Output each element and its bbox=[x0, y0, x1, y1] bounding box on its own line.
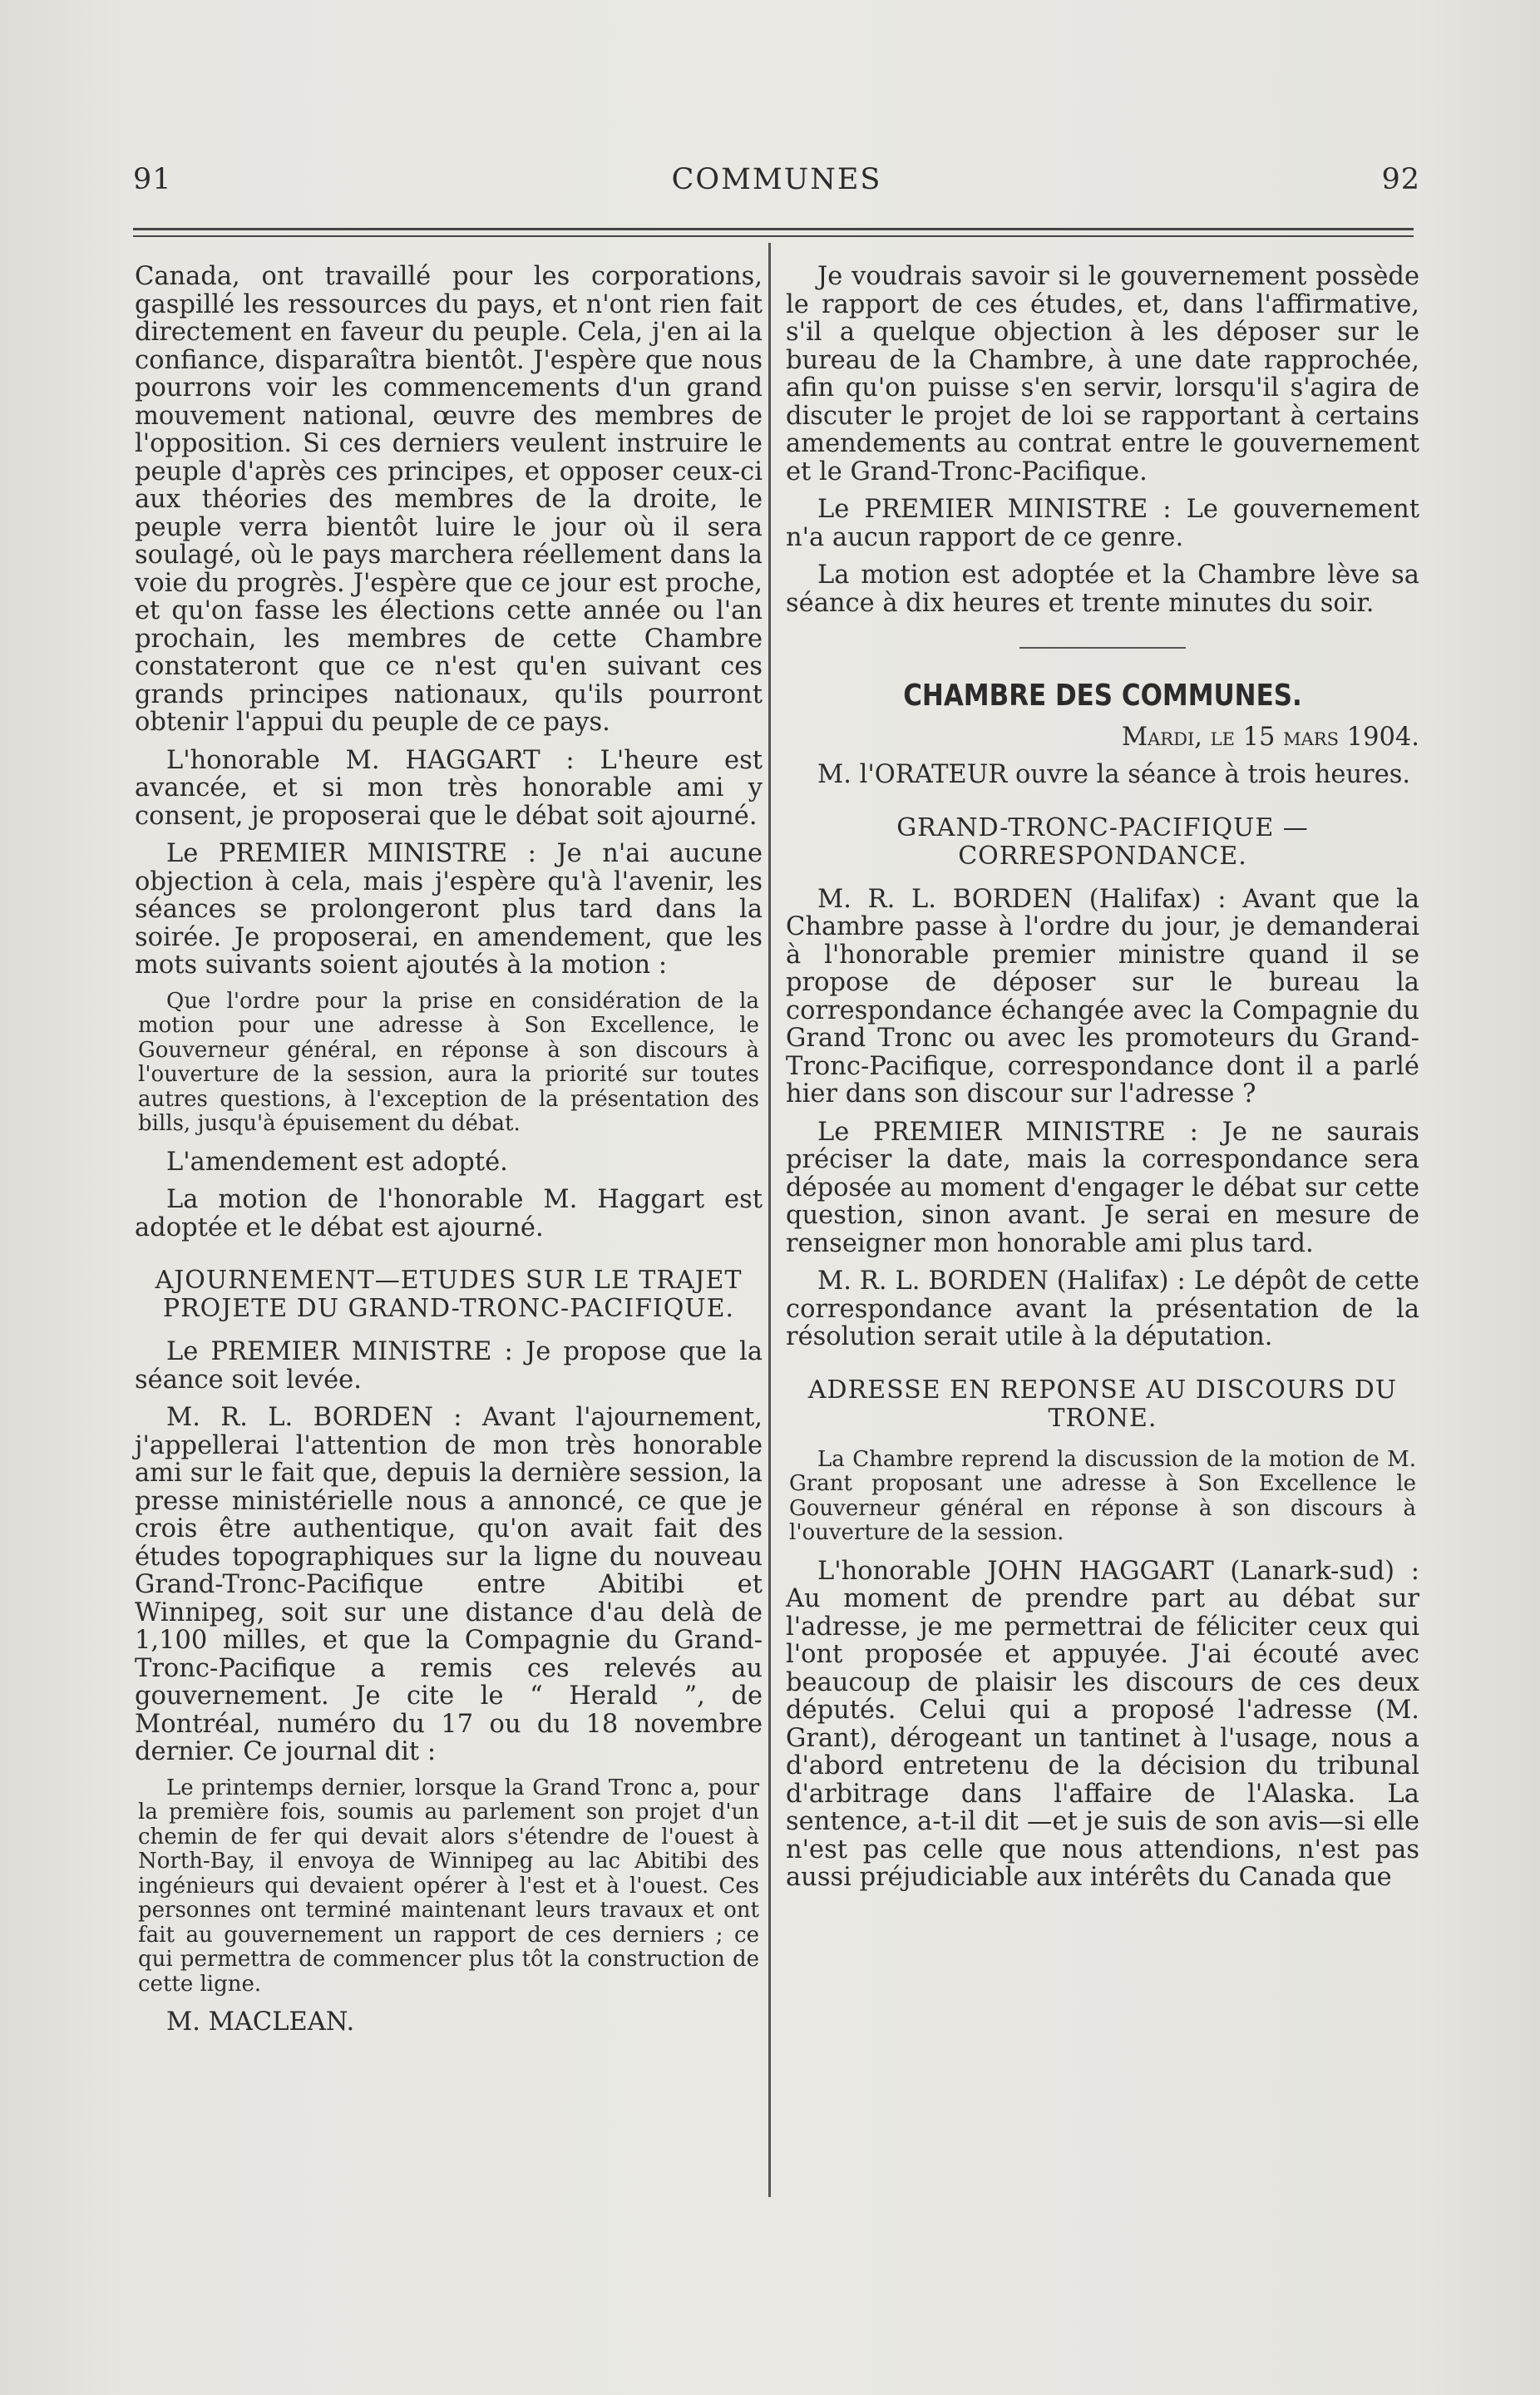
right-column bbox=[786, 263, 1419, 1902]
quoted-article bbox=[135, 1776, 763, 1997]
quoted-motion bbox=[135, 990, 763, 1137]
quote-text: Le printemps dernier, lorsque la Grand Tronc a, pour la première fois, soumis au parlement son projet d'un chemin de fer qui devait alors s'étendre de l'ouest à North-Bay, il envoya de Winnipeg au lac Abitibi des ingénieurs qui devaient opérer à l'est et à l'ouest. Ces personnes ont terminé maintenant leurs travaux et ont fait au gouvernement un rapport de ces derniers ; ce qui permettra de commencer plus tôt la construction de cette ligne. bbox=[138, 1775, 759, 1997]
header-rule bbox=[133, 228, 1414, 230]
paragraph: La motion est adoptée et la Chambre lève sa séance à dix heures et trente minutes du soir. bbox=[786, 560, 1419, 618]
paragraph: L'honorable M. HAGGART : L'heure est avancée, et si mon très honorable ami y consent, je proposerai que le débat soit ajourné. bbox=[135, 745, 763, 831]
header-title: COMMUNES bbox=[671, 163, 882, 196]
page-number-right: 92 bbox=[1381, 163, 1420, 196]
paragraph: Le PREMIER MINISTRE : Je propose que la séance soit levée. bbox=[135, 1337, 763, 1395]
paragraph: Le PREMIER MINISTRE : Je n'ai aucune objection à cela, mais j'espère qu'à l'avenir, les séances se prolongeront plus tard dans la soirée. Je proposerai, en amendement, que les mots suivants soient ajoutés à la motion : bbox=[135, 839, 763, 980]
paragraph: M. R. L. BORDEN (Halifax) : Le dépôt de cette correspondance avant la présentation de la résolution serait utile à la députation. bbox=[786, 1267, 1419, 1351]
paragraph: M. R. L. BORDEN : Avant l'ajournement, j'appellerai l'attention de mon très honorable ami sur le fait que, depuis la dernière session, la presse ministérielle nous a annoncé, ce que je crois être authentique, qu'on avait fait des études topographiques sur la ligne du nouveau Grand-Tronc-Pacifique entre Abitibi et Winnipeg, soit sur une distance d'au delà de 1,100 milles, et que la Compagnie du Grand-Tronc-Pacifique a remis ces relevés au gouvernement. Je cite le “ Herald ”, de Montréal, numéro du 17 ou du 18 novembre dernier. Ce journal dit : bbox=[135, 1403, 763, 1766]
running-header bbox=[133, 163, 1420, 205]
quote-text: Que l'ordre pour la prise en considération de la motion pour une adresse à Son Excellence, le Gouverneur général, en réponse à son discours à l'ouverture de la session, aura la priorité sur toutes autres questions, à l'exception de la présentation des bills, jusqu'à épuisement du débat. bbox=[138, 988, 759, 1136]
paragraph: Je voudrais savoir si le gouvernement possède le rapport de ces études, et, dans l'affirmative, s'il a quelque objection à les déposer sur le bureau de la Chambre, à une date rapprochée, afin qu'on puisse s'en servir, lorsqu'il s'agira de discuter le projet de loi se rapportant à certains amendements au contrat entre le gouvernement et le Grand-Tronc-Pacifique. bbox=[786, 262, 1419, 486]
paragraph: M. R. L. BORDEN (Halifax) : Avant que la Chambre passe à l'ordre du jour, je demanderai à l'honorable premier ministre quand il se propose de déposer sur le bureau la correspondance échangée avec la Compagnie du Grand Tronc ou avec les promoteurs du Grand-Tronc-Pacifique, correspondance dont il a parlé hier dans son discour sur l'adresse ? bbox=[786, 884, 1419, 1109]
left-column bbox=[135, 263, 763, 2047]
chamber-heading: CHAMBRE DES COMMUNES. bbox=[903, 679, 1302, 713]
speaker-signature: M. MACLEAN. bbox=[166, 2007, 355, 2037]
page-number-left: 91 bbox=[133, 163, 172, 196]
paragraph: L'amendement est adopté. bbox=[166, 1147, 508, 1177]
section-separator bbox=[1019, 647, 1186, 649]
paragraph: La motion de l'honorable M. Haggart est adoptée et le débat est ajourné. bbox=[135, 1185, 763, 1242]
paragraph: Le PREMIER MINISTRE : Je ne saurais préciser la date, mais la correspondance sera déposée au moment d'engager le débat sur cette question, sinon avant. Je serai en mesure de renseigner mon honorable ami plus tard. bbox=[786, 1117, 1419, 1258]
section-heading: GRAND-TRONC-PACIFIQUE — CORRESPONDANCE. bbox=[896, 812, 1309, 871]
sitting-date: Mardi, le 15 mars 1904. bbox=[1121, 722, 1419, 752]
column-divider bbox=[768, 243, 771, 2197]
paragraph: Canada, ont travaillé pour les corporations, gaspillé les ressources du pays, et n'ont rien fait directement en faveur du peuple. Cela, j'en ai la confiance, disparaîtra bientôt. J'espère que nous pourrons voir les commencements d'un grand mouvement national, œuvre des membres de l'opposition. Si ces derniers veulent instruire le peuple d'après ces principes, et opposer ceux-ci aux théories des membres de la droite, le peuple verra bientôt luire le jour où il sera soulagé, où le pays marchera réellement dans la voie du progrès. J'espère que ce jour est proche, et qu'on fasse les élections cette année ou l'an prochain, les membres de cette Chambre constateront que ce n'est qu'en suivant ces grands principes nationaux, qu'ils pourront obtenir l'appui du peuple de ce pays. bbox=[135, 262, 763, 737]
section-heading: ADRESSE EN REPONSE AU DISCOURS DU TRONE. bbox=[807, 1375, 1398, 1433]
quote-text: La Chambre reprend la discussion de la motion de M. Grant proposant une adresse à Son Excellence le Gouverneur général en réponse à son discours à l'ouverture de la session. bbox=[789, 1446, 1416, 1545]
paragraph: M. l'ORATEUR ouvre la séance à trois heures. bbox=[817, 760, 1411, 789]
paragraph: Le PREMIER MINISTRE : Le gouvernement n'a aucun rapport de ce genre. bbox=[786, 495, 1419, 552]
section-heading: AJOURNEMENT—ETUDES SUR LE TRAJET PROJETE DU GRAND-TRONC-PACIFIQUE. bbox=[155, 1266, 743, 1323]
procedural-note bbox=[786, 1448, 1419, 1546]
paragraph: L'honorable JOHN HAGGART (Lanark-sud) : Au moment de prendre part au débat sur l'adresse, je me permettrai de féliciter ceux qui l'ont proposée et appuyée. J'ai écouté avec beaucoup de plaisir les discours de ces deux députés. Celui qui a proposé l'adresse (M. Grant), dérogeant un tantinet à l'usage, nous a d'abord entretenu de la décision du tribunal d'arbitrage dans l'affaire de l'Alaska. La sentence, a-t-il dit —et je suis de son avis—si elle n'est pas celle que nous attendions, n'est pas aussi préjudiciable aux intérêts du Canada que bbox=[786, 1556, 1419, 1892]
header-rule-thin bbox=[133, 235, 1414, 237]
